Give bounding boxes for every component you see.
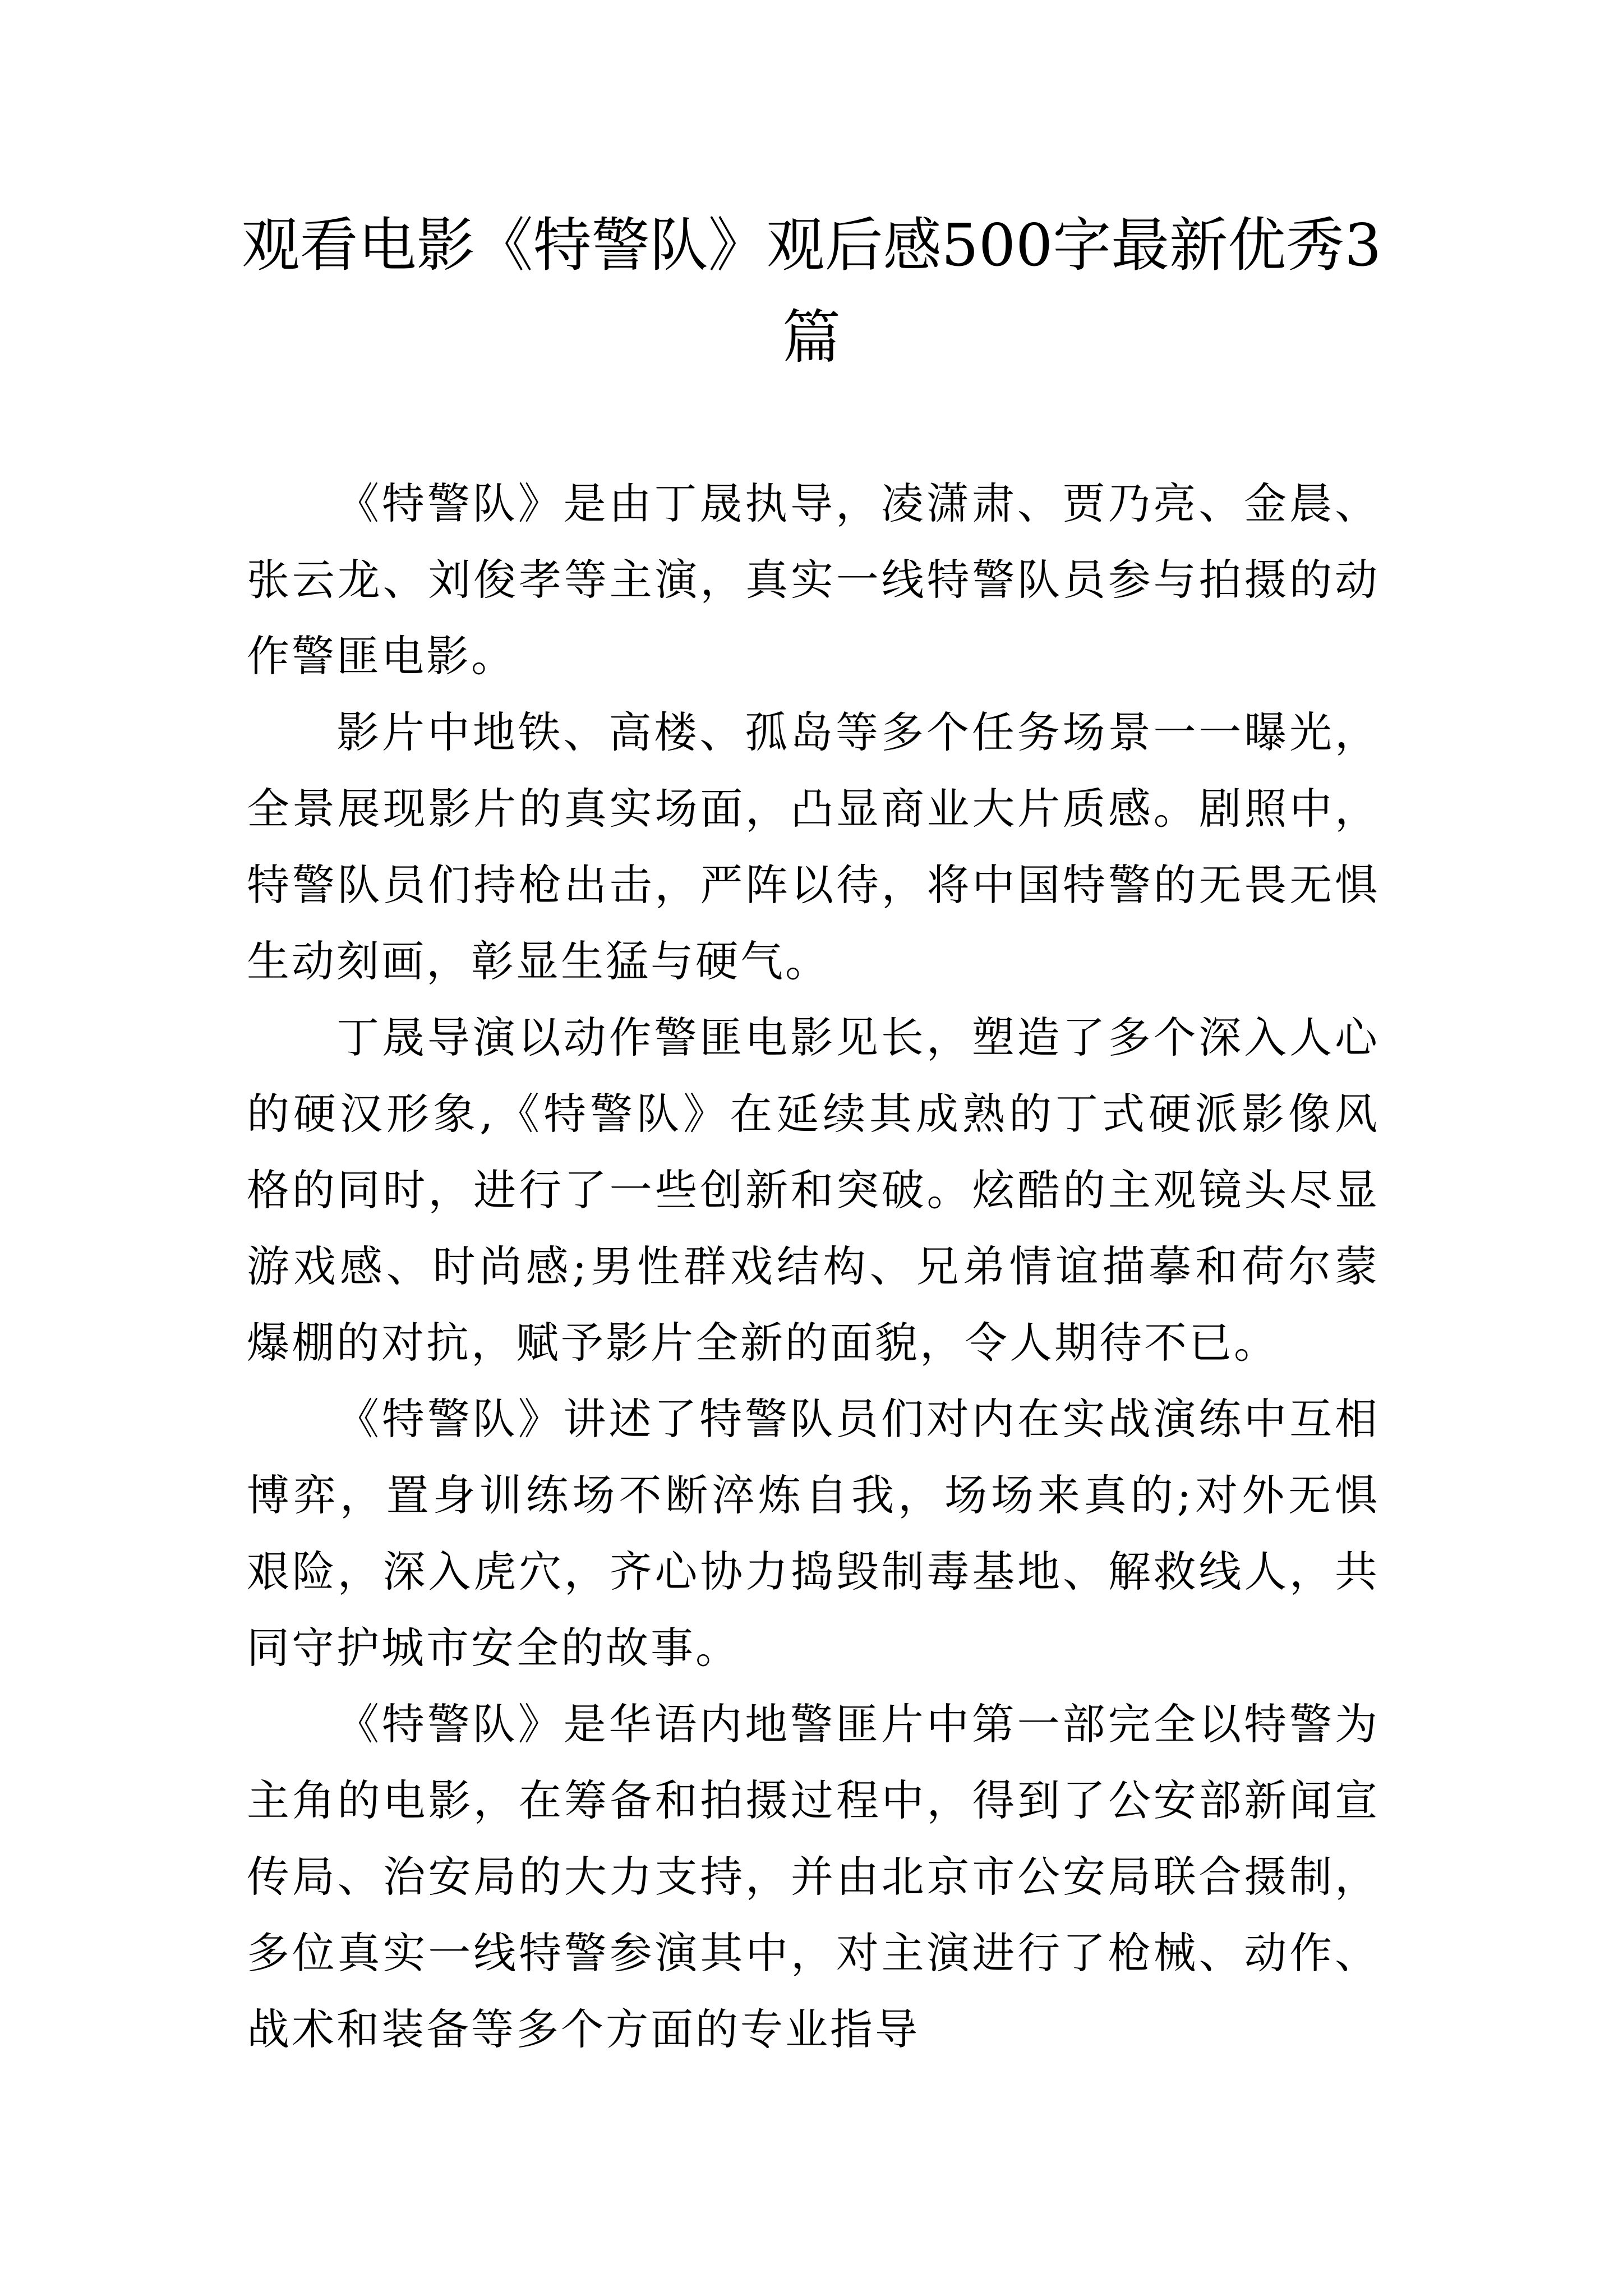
paragraph: 丁晟导演以动作警匪电影见长，塑造了多个深入人心的硬汉形象,《特警队》在延续其成熟的丁式硬派影像风格的同时，进行了一些创新和突破。炫酷的主观镜头尽显游戏感、时尚感;男性群戏结构、兄弟情谊描摹和荷尔蒙爆棚的对抗，赋予影片全新的面貌，令人期待不已。 [247, 1013, 1380, 1368]
paragraph: 《特警队》是华语内地警匪片中第一部完全以特警为主角的电影，在筹备和拍摄过程中，得到了公安部新闻宣传局、治安局的大力支持，并由北京市公安局联合摄制，多位真实一线特警参演其中，对主演进行了枪械、动作、战术和装备等多个方面的专业指导 [247, 1699, 1380, 2054]
document-title: 观看电影《特警队》观后感500字最新优秀3篇 [241, 211, 1382, 371]
document-body [247, 466, 1380, 2068]
paragraph: 《特警队》是由丁晟执导，凌潇肃、贾乃亮、金晨、张云龙、刘俊孝等主演，真实一线特警队员参与拍摄的动作警匪电影。 [247, 478, 1380, 681]
paragraph: 影片中地铁、高楼、孤岛等多个任务场景一一曝光，全景展现影片的真实场面，凸显商业大片质感。剧照中，特警队员们持枪出击，严阵以待，将中国特警的无畏无惧生动刻画，彰显生猛与硬气。 [247, 707, 1380, 986]
paragraph: 《特警队》讲述了特警队员们对内在实战演练中互相博弈，置身训练场不断淬炼自我，场场来真的;对外无惧艰险，深入虎穴，齐心协力捣毁制毒基地、解救线人，共同守护城市安全的故事。 [247, 1394, 1380, 1673]
